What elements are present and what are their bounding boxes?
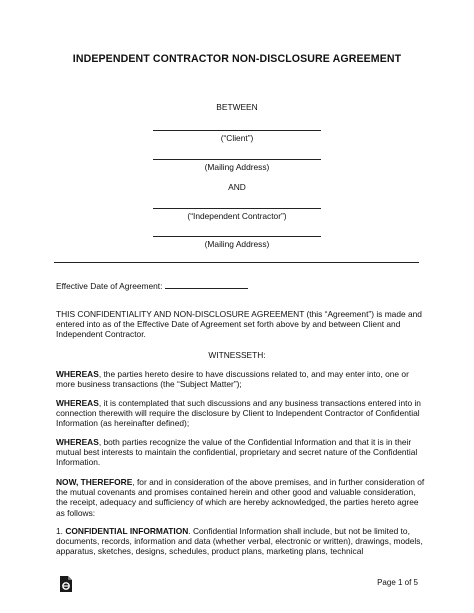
whereas-lead: WHEREAS — [56, 437, 99, 447]
page-number: Page 1 of 5 — [377, 578, 418, 587]
now-therefore-text: , for and in consideration of the above premises, and in further consideration of the mutual covenants and promises contained herein and other good and valuable consideration, the receipt, adequacy and sufficiency of which are hereby acknowledged, the parties hereto agree as follows: — [56, 477, 425, 518]
client-address-label: (Mailing Address) — [204, 162, 270, 172]
whereas-paragraph-1 — [56, 369, 426, 389]
whereas-lead: WHEREAS — [56, 369, 99, 379]
whereas-text: , both parties recognize the value of the Confidential Information and that it is in their mutual best interests to maintain the confidential, proprietary and secret nature of the Confidential Information. — [56, 437, 418, 468]
effective-date — [56, 280, 426, 291]
effective-date-label: Effective Date of Agreement: — [56, 281, 163, 291]
whereas-paragraph-2 — [56, 398, 426, 429]
witnesseth-heading: WITNESSETH: — [208, 350, 266, 360]
whereas-lead: WHEREAS — [56, 398, 99, 408]
section-divider — [54, 262, 419, 263]
document-title: INDEPENDENT CONTRACTOR NON-DISCLOSURE AGREEMENT — [72, 53, 402, 65]
and-label: AND — [228, 182, 246, 192]
section-number: 1. — [56, 526, 63, 536]
effective-date-blank — [165, 280, 248, 289]
contractor-address-line — [153, 236, 321, 237]
whereas-text: , the parties hereto desire to have discussions related to, and may enter into, one or more business transactions (the “Subject Matter”); — [56, 369, 409, 390]
now-therefore-lead: NOW, THEREFORE — [56, 477, 133, 487]
client-address-line — [153, 159, 321, 160]
whereas-text: , it is contemplated that such discussions and any business transactions entered into in connection therewith will require the disclosure by Client to Independent Contractor of Confidential Information (as hereinafter defined); — [56, 398, 421, 429]
contractor-name-line — [153, 208, 321, 209]
section-heading: CONFIDENTIAL INFORMATION — [65, 526, 189, 536]
client-name-line — [153, 130, 321, 131]
contractor-address-label: (Mailing Address) — [204, 239, 270, 249]
between-label: BETWEEN — [216, 102, 258, 112]
contractor-label: (“Independent Contractor”) — [187, 211, 287, 221]
client-label: (“Client”) — [220, 133, 254, 143]
section-1-paragraph — [56, 526, 426, 557]
intro-paragraph: THIS CONFIDENTIALITY AND NON-DISCLOSURE AGREEMENT (this “Agreement”) is made and entered into as of the Effective Date of Agreement set forth above by and between Client and Independent Contractor. — [56, 309, 422, 340]
section-text: . Confidential Information shall include, but not be limited to, documents, records, information and data (whether verbal, electronic or written), drawings, models, apparatus, sketches, designs, schedules, product plans, marketing plans, technical — [56, 526, 423, 557]
now-therefore-paragraph — [56, 477, 426, 518]
eforms-logo-icon — [59, 575, 73, 593]
whereas-paragraph-3 — [56, 437, 426, 468]
